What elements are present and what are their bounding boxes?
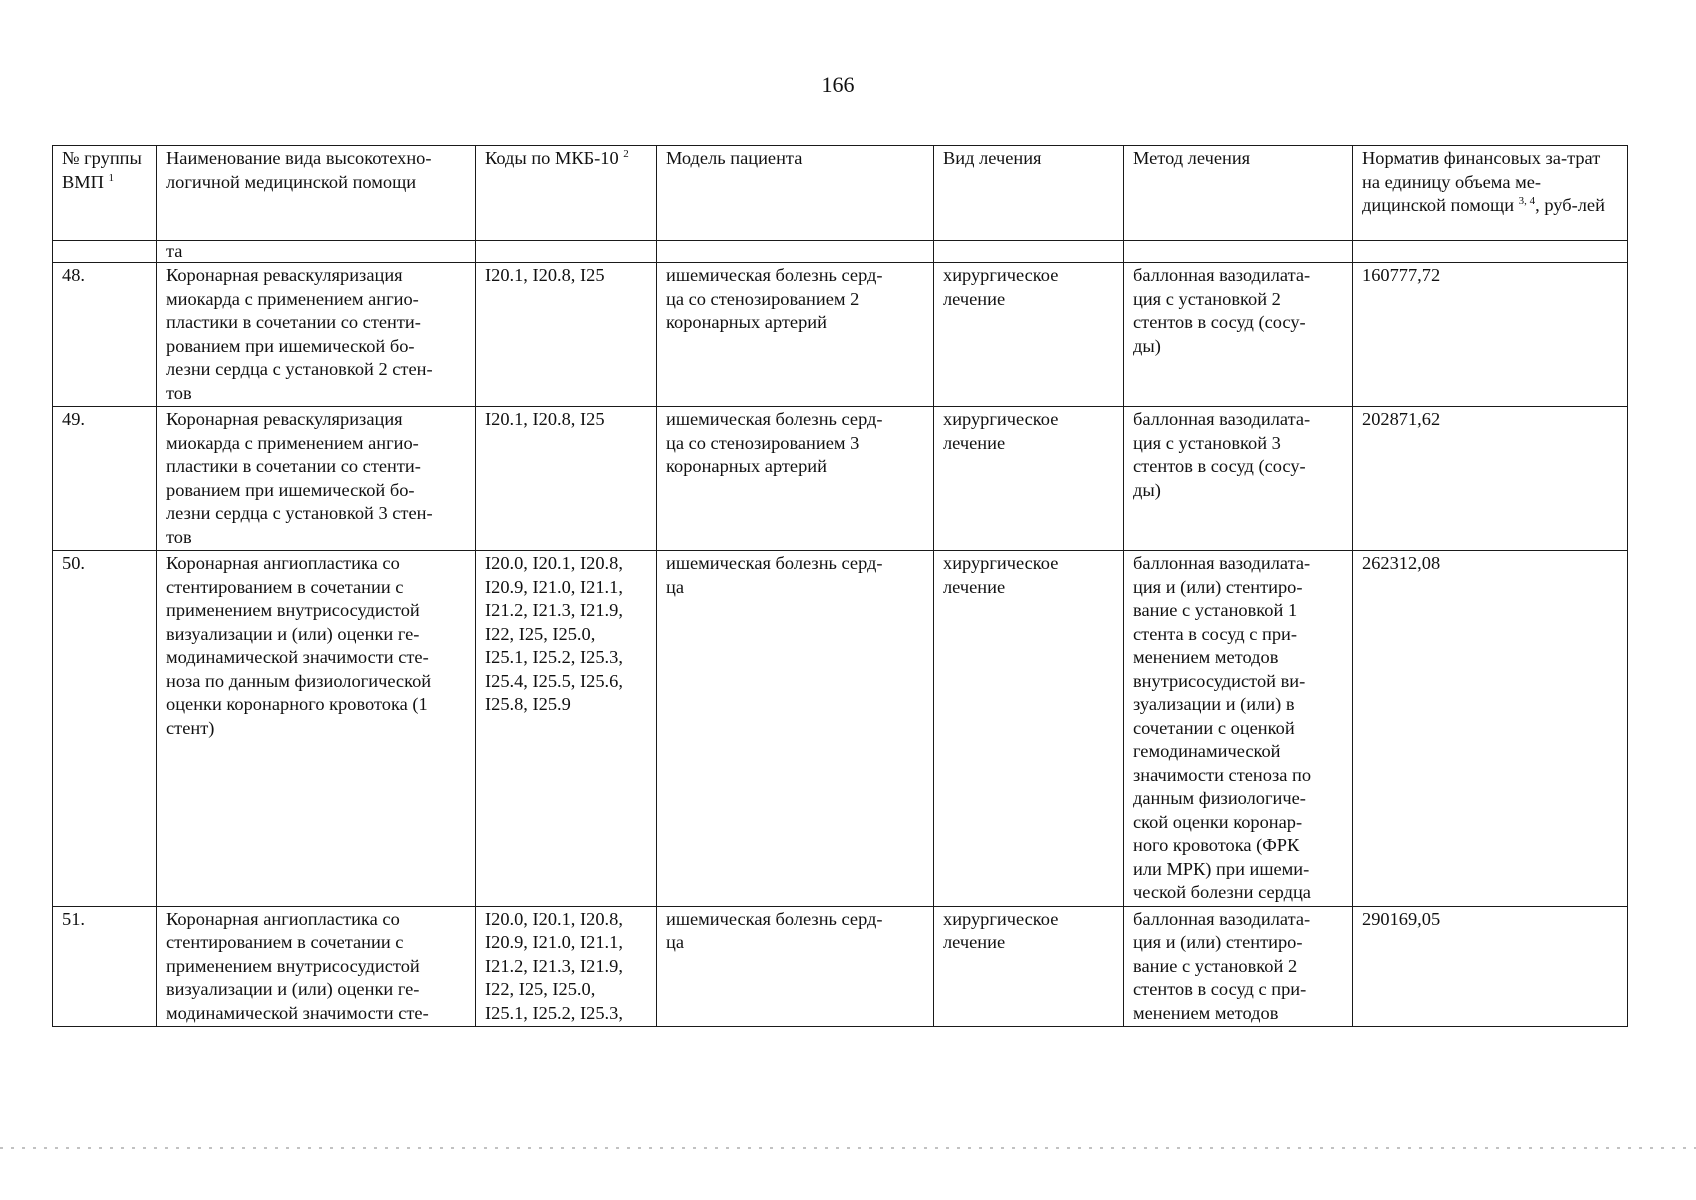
header-codes — [476, 146, 657, 241]
cell-codes: I20.1, I20.8, I25 — [476, 263, 657, 407]
header-treatment-type — [934, 146, 1124, 241]
header-norm-label: Норматив финансовых за-трат на единицу объема ме-дицинской помощи — [1362, 148, 1601, 215]
scan-noise-divider — [0, 1147, 1696, 1149]
header-group-no — [53, 146, 157, 241]
table-cell — [476, 241, 657, 263]
table-row — [53, 407, 1628, 551]
table-cell — [1124, 241, 1353, 263]
table-header-row — [53, 146, 1628, 241]
header-name — [157, 146, 476, 241]
cell-name: Коронарная ангиопластика со стентированием в сочетании с применением внутрисосудистой визуализации и (или) оценки ге- модинамической значимости сте- ноза по данным физиологической оценки коронарного кровотока (1 стент) — [157, 551, 476, 907]
cell-norm: 290169,05 — [1353, 906, 1628, 1027]
header-treatment-type-label: Вид лечения — [943, 148, 1042, 168]
cell-group-no: 50. — [53, 551, 157, 907]
cell-treatment-method: баллонная вазодилата- ция с установкой 2 стентов в сосуд (сосу- ды) — [1124, 263, 1353, 407]
header-norm-tail: , руб-лей — [1535, 195, 1605, 215]
cell-treatment-type: хирургическое лечение — [934, 906, 1124, 1027]
cell-patient-model: ишемическая болезнь серд- ца со стенозированием 3 коронарных артерий — [657, 407, 934, 551]
cell-treatment-type: хирургическое лечение — [934, 551, 1124, 907]
cell-treatment-type: хирургическое лечение — [934, 407, 1124, 551]
cell-treatment-method: баллонная вазодилата- ция и (или) стентиро- вание с установкой 1 стента в сосуд с при- менением методов внутрисосудистой ви- зуализации и (или) в сочетании с оценкой гемодинамической значимости стеноза по данным физиологиче- ской оценки коронар- ного кровотока (ФРК или МРК) при ишеми- ческой болезни сердца — [1124, 551, 1353, 907]
cell-group-no: 49. — [53, 407, 157, 551]
cell-norm: 202871,62 — [1353, 407, 1628, 551]
header-patient-model-label: Модель пациента — [666, 148, 803, 168]
cell-treatment-type: хирургическое лечение — [934, 263, 1124, 407]
cell-name: Коронарная реваскуляризация миокарда с применением ангио- пластики в сочетании со стенти- рованием при ишемической бо- лезни сердца с установкой 3 стен- тов — [157, 407, 476, 551]
cell-codes: I20.0, I20.1, I20.8, I20.9, I21.0, I21.1, I21.2, I21.3, I21.9, I22, I25, I25.0, I25.1, I25.2, I25.3, I25.4, I25.5, I25.6, I25.8, I25.9 — [476, 551, 657, 907]
header-treatment-method — [1124, 146, 1353, 241]
cell-patient-model: ишемическая болезнь серд- ца со стенозированием 2 коронарных артерий — [657, 263, 934, 407]
cell-norm: 160777,72 — [1353, 263, 1628, 407]
header-group-no-label: № группы ВМП — [62, 148, 142, 192]
cell-name: Коронарная ангиопластика со стентированием в сочетании с применением внутрисосудистой визуализации и (или) оценки ге- модинамической значимости сте- — [157, 906, 476, 1027]
header-patient-model — [657, 146, 934, 241]
table-row — [53, 551, 1628, 907]
cell-norm: 262312,08 — [1353, 551, 1628, 907]
cell-patient-model: ишемическая болезнь серд- ца — [657, 906, 934, 1027]
cell-treatment-method: баллонная вазодилата- ция с установкой 3 стентов в сосуд (сосу- ды) — [1124, 407, 1353, 551]
footnote-marker: 2 — [623, 147, 629, 160]
header-norm — [1353, 146, 1628, 241]
table-cell — [53, 241, 157, 263]
cell-patient-model: ишемическая болезнь серд- ца — [657, 551, 934, 907]
cell-codes: I20.0, I20.1, I20.8, I20.9, I21.0, I21.1, I21.2, I21.3, I21.9, I22, I25, I25.0, I25.1, I25.2, I25.3, — [476, 906, 657, 1027]
header-treatment-method-label: Метод лечения — [1133, 148, 1251, 168]
table-row — [53, 906, 1628, 1027]
table-cell — [1353, 241, 1628, 263]
cell-group-no: 51. — [53, 906, 157, 1027]
header-codes-label: Коды по МКБ-10 — [485, 148, 619, 168]
table-cell — [657, 241, 934, 263]
vmp-table — [52, 145, 1628, 1027]
cell-codes: I20.1, I20.8, I25 — [476, 407, 657, 551]
cell-group-no: 48. — [53, 263, 157, 407]
cell-treatment-method: баллонная вазодилата- ция и (или) стентиро- вание с установкой 2 стентов в сосуд с при- менением методов — [1124, 906, 1353, 1027]
cell-name: Коронарная реваскуляризация миокарда с применением ангио- пластики в сочетании со стенти- рованием при ишемической бо- лезни сердца с установкой 2 стен- тов — [157, 263, 476, 407]
continuation-cell: та — [157, 241, 476, 263]
footnote-marker: 1 — [108, 171, 115, 184]
table-cell — [934, 241, 1124, 263]
continuation-row — [53, 241, 1628, 263]
page-number: 166 — [821, 72, 855, 97]
header-name-label: Наименование вида высокотехно-логичной медицинской помощи — [166, 148, 432, 192]
footnote-marker: 3, 4 — [1518, 194, 1536, 207]
table-row — [53, 263, 1628, 407]
